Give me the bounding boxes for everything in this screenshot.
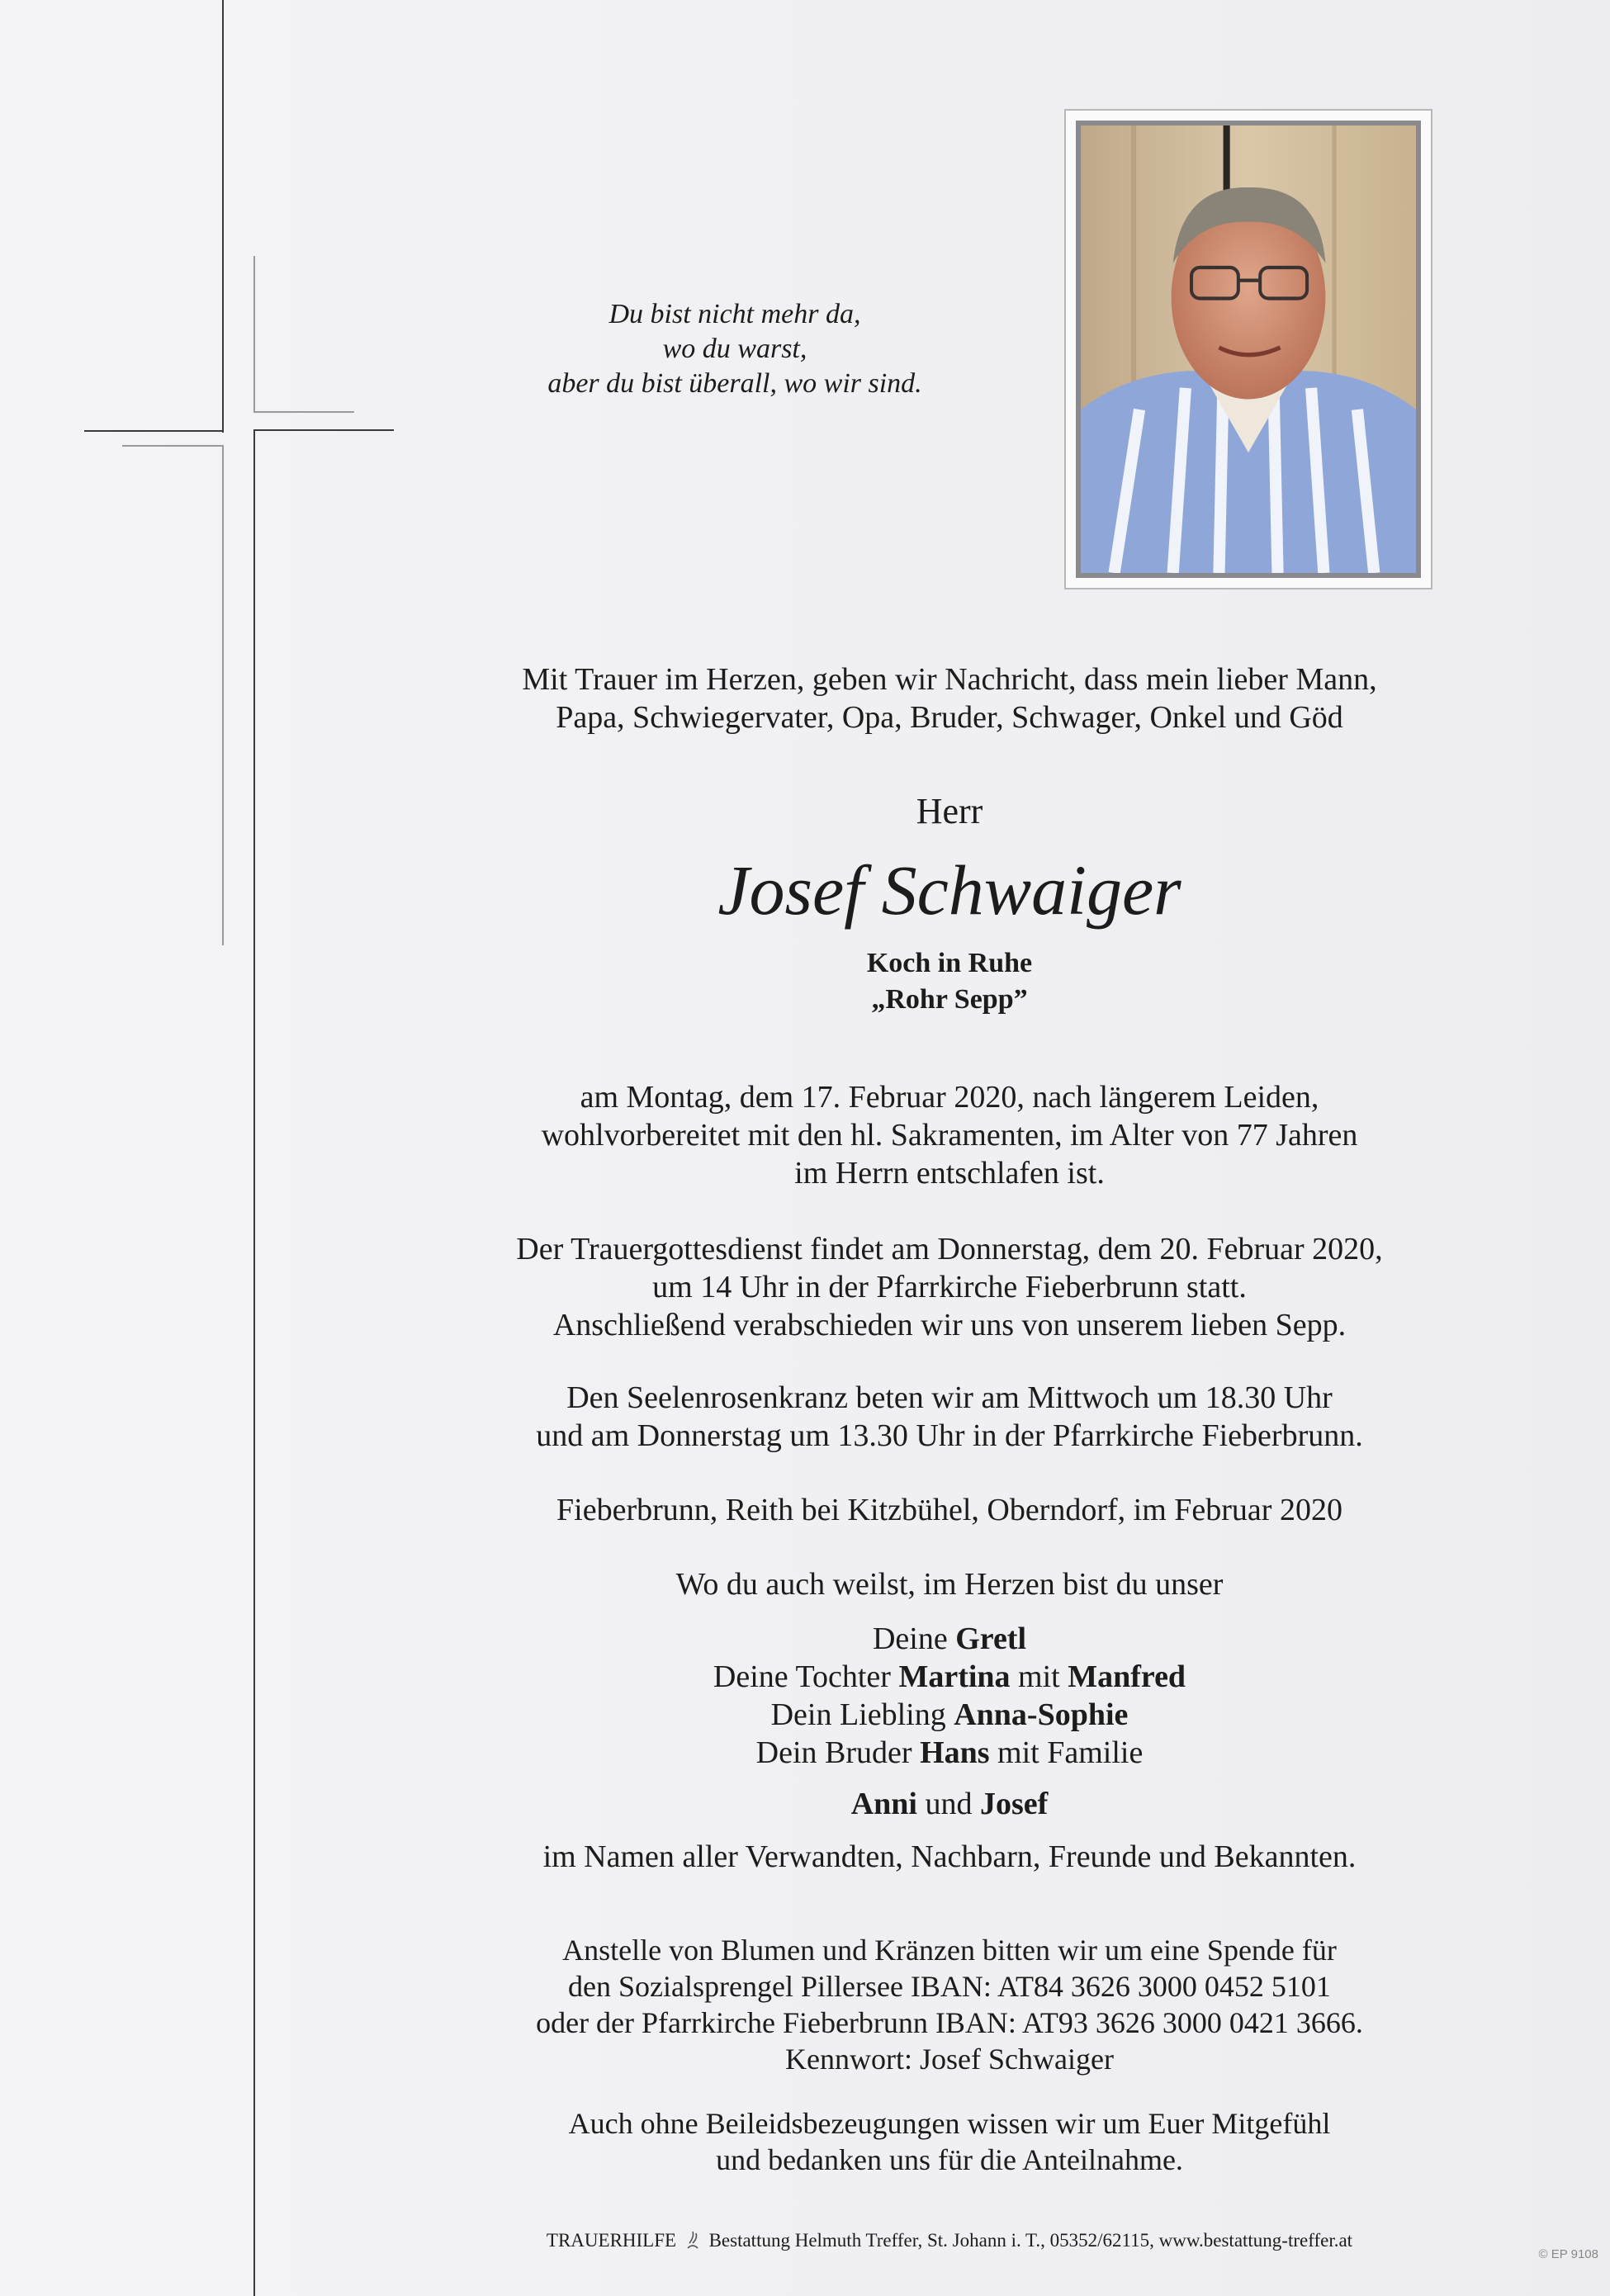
funeral-home-footer bbox=[462, 2228, 1437, 2251]
death-notice-line: im Herrn entschlafen ist. bbox=[794, 1156, 1105, 1191]
service-line: um 14 Uhr in der Pfarrkirche Fieberbrunn statt. bbox=[652, 1270, 1247, 1304]
thanks-text bbox=[462, 2105, 1437, 2178]
on-behalf-line: im Namen aller Verwandten, Nachbarn, Freunde und Bekannten. bbox=[542, 1839, 1357, 1874]
rosary-info bbox=[462, 1379, 1437, 1455]
thanks-line: und bedanken uns für die Anteilnahme. bbox=[716, 2143, 1183, 2176]
family-line-friends: Anni und Josef bbox=[850, 1787, 1049, 1821]
family-line-wife: Deine Gretl bbox=[872, 1621, 1027, 1656]
death-notice-line: wohlvorbereitet mit den hl. Sakramenten, im Alter von 77 Jahren bbox=[541, 1118, 1358, 1153]
funeral-service bbox=[462, 1230, 1437, 1344]
quote-line: aber du bist überall, wo wir sind. bbox=[547, 368, 922, 399]
deceased-name: Josef Schwaiger bbox=[717, 850, 1181, 930]
salutation: Herr bbox=[916, 791, 983, 831]
family-line-brother: Dein Bruder Hans mit Familie bbox=[755, 1735, 1144, 1770]
donation-line: oder der Pfarrkirche Fieberbrunn IBAN: AT93 3626 3000 0421 3666. bbox=[536, 2006, 1363, 2039]
donation-info bbox=[462, 1932, 1437, 2077]
donation-line: Kennwort: Josef Schwaiger bbox=[785, 2043, 1114, 2076]
rosary-line: und am Donnerstag um 13.30 Uhr in der Pfarrkirche Fieberbrunn. bbox=[536, 1418, 1363, 1453]
death-notice bbox=[462, 1078, 1437, 1192]
donation-line: den Sozialsprengel Pillersee IBAN: AT84 3626 3000 0452 5101 bbox=[568, 1970, 1331, 2003]
dove-logo-icon bbox=[684, 2228, 701, 2251]
deceased-profession: Koch in Ruhe bbox=[866, 948, 1033, 978]
intro-line: Papa, Schwiegervater, Opa, Bruder, Schwager, Onkel und Göd bbox=[556, 700, 1343, 735]
death-notice-line: am Montag, dem 17. Februar 2020, nach längerem Leiden, bbox=[580, 1080, 1319, 1115]
donation-line: Anstelle von Blumen und Kränzen bitten wir um eine Spende für bbox=[562, 1934, 1337, 1967]
service-line: Anschließend verabschieden wir uns von unserem lieben Sepp. bbox=[552, 1308, 1347, 1342]
family-list bbox=[462, 1620, 1437, 1823]
family-line-daughter: Deine Tochter Martina mit Manfred bbox=[713, 1659, 1186, 1694]
family-line-grandchild: Dein Liebling Anna-Sophie bbox=[770, 1697, 1129, 1732]
intro-text bbox=[462, 660, 1437, 736]
closing-line: Wo du auch weilst, im Herzen bist du unser bbox=[675, 1567, 1224, 1602]
rosary-line: Den Seelenrosenkranz beten wir am Mittwoch um 18.30 Uhr bbox=[566, 1380, 1333, 1415]
quote-line: Du bist nicht mehr da, bbox=[608, 299, 861, 329]
memorial-quote bbox=[462, 297, 1007, 401]
copyright-mark: © EP 9108 bbox=[1538, 2247, 1598, 2261]
deceased-nickname: „Rohr Sepp” bbox=[871, 984, 1028, 1015]
quote-line: wo du warst, bbox=[662, 334, 807, 364]
thanks-line: Auch ohne Beileidsbezeugungen wissen wir um Euer Mitgefühl bbox=[568, 2107, 1331, 2140]
footer-label: TRAUERHILFE bbox=[546, 2230, 677, 2251]
service-line: Der Trauergottesdienst findet am Donnerstag, dem 20. Februar 2020, bbox=[516, 1232, 1383, 1266]
intro-line: Mit Trauer im Herzen, geben wir Nachricht, dass mein lieber Mann, bbox=[522, 662, 1377, 697]
portrait-photo bbox=[1064, 109, 1432, 589]
footer-contact: Bestattung Helmuth Treffer, St. Johann i. T., 05352/62115, www.bestattung-treffer.at bbox=[708, 2230, 1353, 2251]
place-date: Fieberbrunn, Reith bei Kitzbühel, Oberndorf, im Februar 2020 bbox=[556, 1493, 1342, 1527]
